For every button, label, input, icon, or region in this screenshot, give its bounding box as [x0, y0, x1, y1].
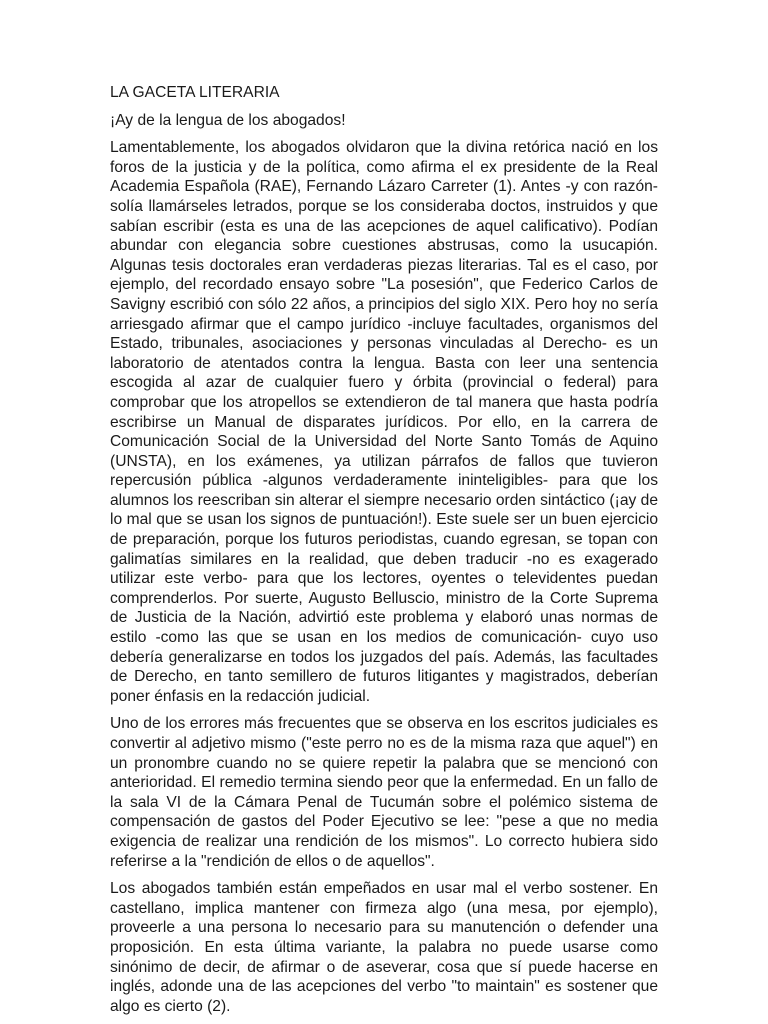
- paragraph-3: Los abogados también están empeñados en usar mal el verbo sostener. En castellano, implica mantener con firmeza algo (una mesa, por ejemplo), proveerle a una persona lo necesario para su manutención o defender una proposición. En esta última variante, la palabra no puede usarse como sinónimo de decir, de afirmar o de aseverar, cosa que sí puede hacerse en inglés, adonde una de las acepciones del verbo "to maintain" es sostener que algo es cierto (2).: [110, 880, 658, 1015]
- paragraph-1: Lamentablemente, los abogados olvidaron que la divina retórica nació en los foros de la justicia y de la política, como afirma el ex presidente de la Real Academia Española (RAE), Fernando Lázaro Carreter (1). Antes -y con razón- solía llamárseles letrados, porque se los consideraba doctos, instruidos y que sabían escribir (esta es una de las acepciones de aquel calificativo). Podían abundar con elegancia sobre cuestiones abstrusas, como la usucapión. Algunas tesis doctorales eran verdaderas piezas literarias. Tal es el caso, por ejemplo, del recordado ensayo sobre "La posesión", que Federico Carlos de Savigny escribió con sólo 22 años, a principios del siglo XIX. Pero hoy no sería arriesgado afirmar que el campo jurídico -incluye facultades, organismos del Estado, tribunales, asociaciones y personas vinculadas al Derecho- es un laboratorio de atentados contra la lengua. Basta con leer una sentencia escogida al azar de cualquier fuero y órbita (provincial o federal) para comprobar que los atropellos se extendieron de tal manera que hasta podría escribirse un Manual de disparates jurídicos. Por ello, en la carrera de Comunicación Social de la Universidad del Norte Santo Tomás de Aquino (UNSTA), en los exámenes, ya utilizan párrafos de fallos que tuvieron repercusión pública -algunos verdaderamente ininteligibles- para que los alumnos los reescriban sin alterar el siempre necesario orden sintáctico (¡ay de lo mal que se usan los signos de puntuación!). Este suele ser un buen ejercicio de preparación, porque los futuros periodistas, cuando egresan, se topan con galimatías similares en la realidad, que deben traducir -no es exagerado utilizar este verbo- para que los lectores, oyentes o televidentes puedan comprenderlos. Por suerte, Augusto Belluscio, ministro de la Corte Suprema de Justicia de la Nación, advirtió este problema y elaboró unas normas de estilo -como las que se usan en los medios de comunicación- cuyo uso debería generalizarse en todos los juzgados del país. Además, las facultades de Derecho, en tanto semillero de futuros litigantes y magistrados, deberían poner énfasis en la redacción judicial.: [110, 139, 658, 705]
- document-page: [110, 83, 658, 1024]
- paragraph-2: Uno de los errores más frecuentes que se observa en los escritos judiciales es convertir al adjetivo mismo ("este perro no es de la misma raza que aquel") en un pronombre cuando no se quiere repetir la palabra que se mencionó con anterioridad. El remedio termina siendo peor que la enfermedad. En un fallo de la sala VI de la Cámara Penal de Tucumán sobre el polémico sistema de compensación de gastos del Poder Ejecutivo se lee: "pese a que no media exigencia de realizar una rendición de los mismos". Lo correcto hubiera sido referirse a la "rendición de ellos o de aquellos".: [110, 715, 658, 870]
- publication-title: LA GACETA LITERARIA: [110, 84, 280, 101]
- article-title: ¡Ay de la lengua de los abogados!: [110, 111, 346, 129]
